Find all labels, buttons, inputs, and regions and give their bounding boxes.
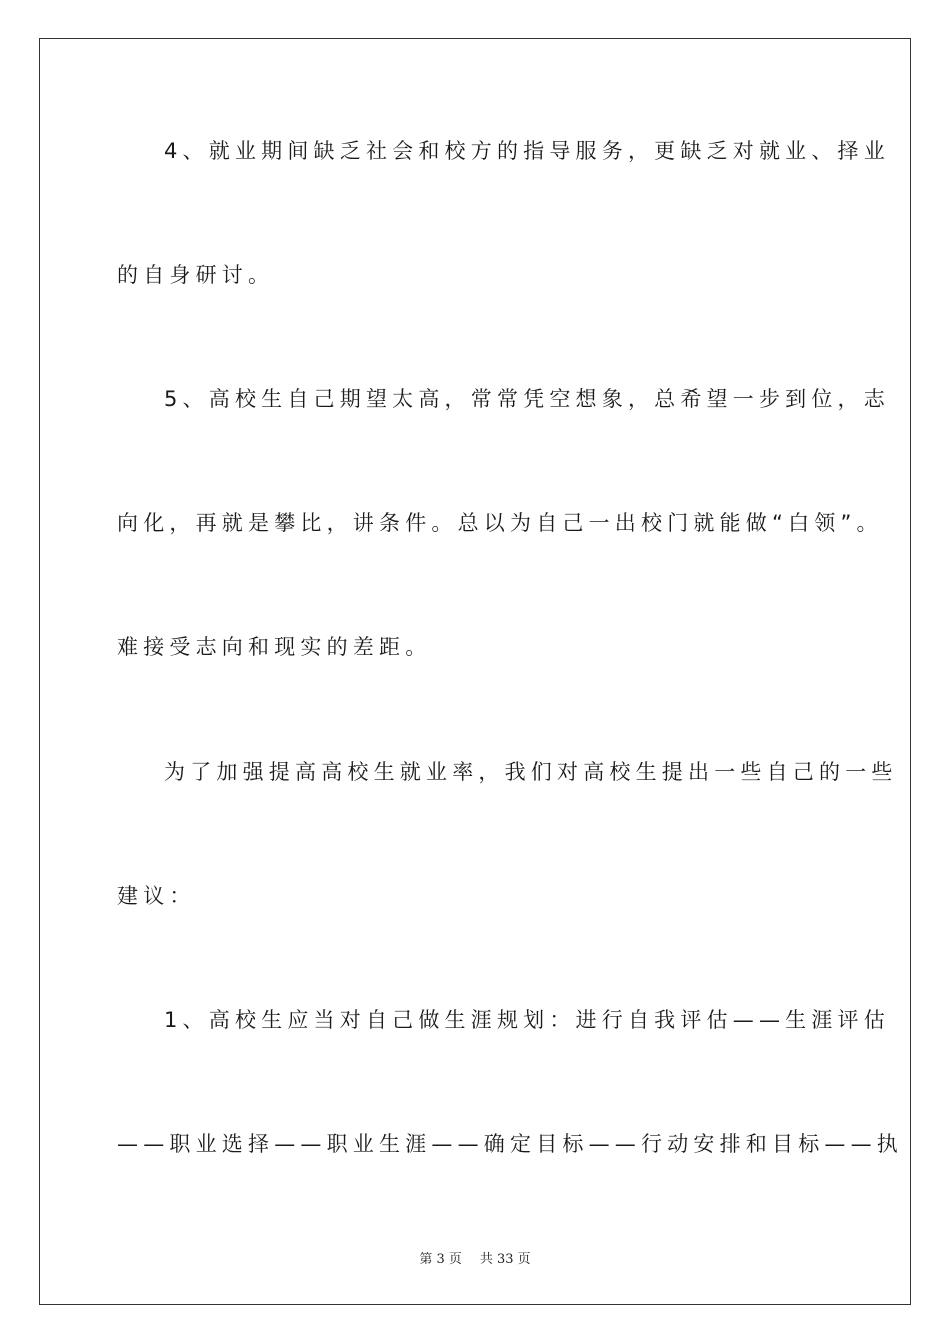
text-line-8: 1、高校生应当对自己做生涯规划：进行自我评估——生涯评估 [164,1008,890,1032]
page-total: 共 33 页 [479,1252,531,1267]
text-line-1: 4、就业期间缺乏社会和校方的指导服务，更缺乏对就业、择业 [164,139,890,163]
page-footer [0,1248,950,1267]
text-line-9: ——职业选择——职业生涯——确定目标——行动安排和目标——执 [117,1132,903,1156]
page-border [39,38,911,1305]
text-line-5: 难接受志向和现实的差距。 [117,635,432,659]
text-line-6: 为了加强提高高校生就业率，我们对高校生提出一些自己的一些 [164,760,898,784]
text-line-4: 向化，再就是攀比，讲条件。总以为自己一出校门就能做“白领”。 [117,511,883,535]
text-line-2: 的自身研讨。 [117,263,275,287]
text-line-7: 建议： [117,884,196,908]
text-line-3: 5、高校生自己期望太高，常常凭空想象，总希望一步到位，志 [164,387,890,411]
page-number: 第 3 页 [419,1252,462,1267]
